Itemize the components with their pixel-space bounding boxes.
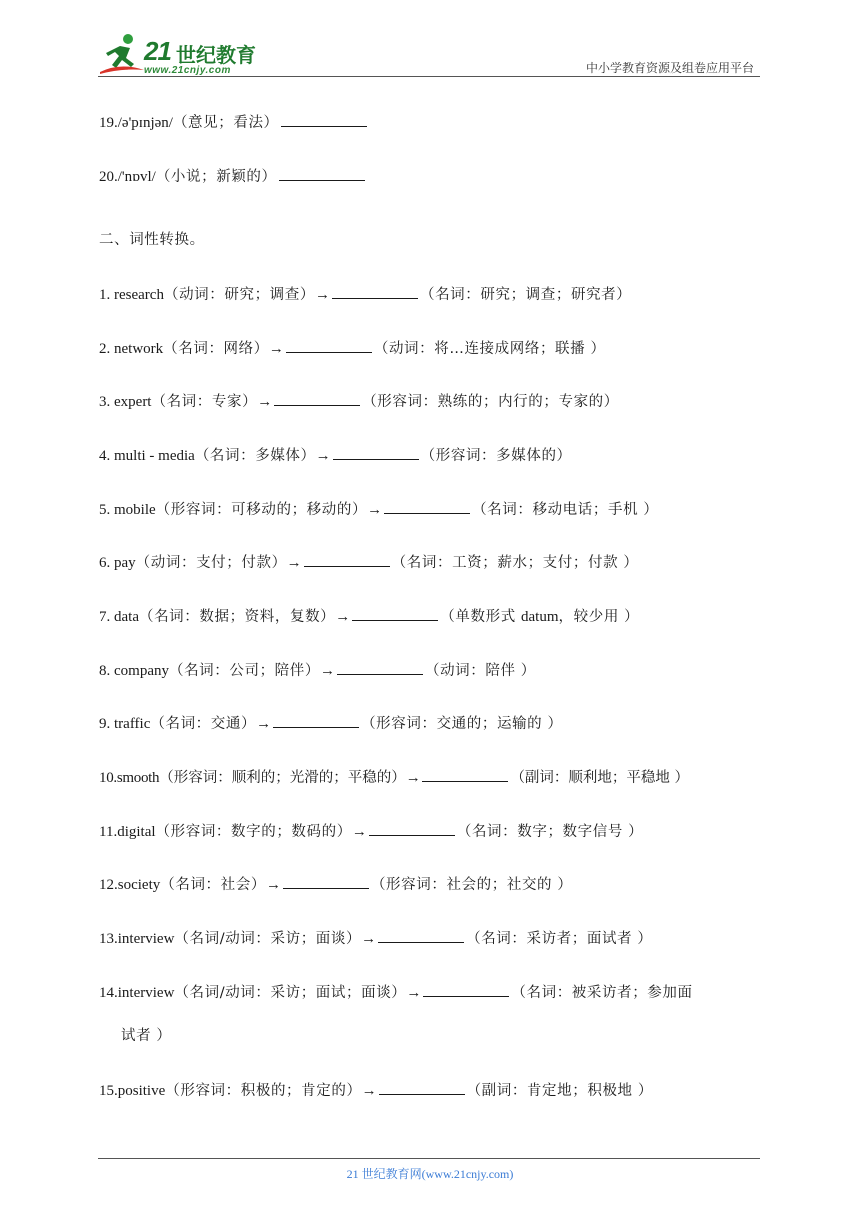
question-row xyxy=(99,552,638,573)
question-number: 10. xyxy=(99,770,117,786)
word: company xyxy=(114,663,169,679)
question-number: 11. xyxy=(99,824,118,840)
target-form: （形容词：社会的；社交的 ） xyxy=(370,877,573,893)
question-number: 8. xyxy=(99,663,111,679)
given-form: （名词：网络） xyxy=(163,341,269,357)
question-number: 4. xyxy=(99,448,111,464)
question-row xyxy=(99,391,619,412)
answer-blank[interactable] xyxy=(337,660,423,675)
word: positive xyxy=(117,1083,166,1099)
answer-blank[interactable] xyxy=(333,445,419,460)
word: data xyxy=(114,609,139,625)
target-form: （动词：将…连接成网络；联播 ） xyxy=(373,341,606,357)
question-row xyxy=(99,874,572,895)
given-form: （动词：研究；调查） xyxy=(163,287,315,303)
answer-blank[interactable] xyxy=(281,112,367,127)
given-form: （形容词：积极的；肯定的） xyxy=(165,1083,362,1099)
given-form: （形容词：顺利的；光滑的；平稳的） xyxy=(159,770,406,786)
question-row xyxy=(99,284,631,305)
question-row xyxy=(99,445,572,466)
question-row xyxy=(99,499,659,520)
logo-text: 世纪教育 xyxy=(176,43,256,67)
word: interview xyxy=(117,931,175,947)
answer-blank[interactable] xyxy=(369,821,455,836)
arrow: → xyxy=(314,287,330,303)
page-header xyxy=(98,32,760,78)
question-row xyxy=(99,338,606,359)
logo-url: www.21cnjy.com xyxy=(144,65,231,76)
question-number: 1. xyxy=(99,287,111,303)
question-row xyxy=(99,112,369,133)
phonetic: /ə'pɪnjən/ xyxy=(117,115,173,131)
question-row xyxy=(99,767,689,788)
arrow: → xyxy=(268,341,284,357)
question-number: 5. xyxy=(99,502,111,518)
question-number: 20. xyxy=(99,169,118,185)
target-word: datum xyxy=(521,609,559,625)
answer-blank[interactable] xyxy=(332,284,418,299)
target-form: （名词：研究；调查；研究者） xyxy=(419,287,632,303)
answer-blank[interactable] xyxy=(273,713,359,728)
section-title: 二、词性转换。 xyxy=(99,232,205,248)
word: network xyxy=(114,341,164,357)
word: expert xyxy=(114,394,152,410)
question-number: 12. xyxy=(99,877,118,893)
arrow: → xyxy=(361,1083,377,1099)
header-divider xyxy=(98,76,760,77)
question-row xyxy=(99,1080,653,1101)
target-form: （名词：工资；薪水；支付；付款 ） xyxy=(391,555,639,571)
arrow: → xyxy=(361,931,377,947)
target-form-prefix: （单数形式 xyxy=(440,609,522,625)
answer-blank[interactable] xyxy=(304,552,390,567)
answer-blank[interactable] xyxy=(384,499,470,514)
answer-blank[interactable] xyxy=(423,982,509,997)
target-form: （形容词：熟练的；内行的；专家的） xyxy=(362,394,619,410)
answer-blank[interactable] xyxy=(352,606,438,621)
given-form: （形容词：可移动的；移动的） xyxy=(155,502,368,518)
answer-blank[interactable] xyxy=(422,767,508,782)
given-form: （名词：专家） xyxy=(151,394,258,410)
answer-blank[interactable] xyxy=(279,166,365,181)
header-tagline: 中小学教育资源及组卷应用平台 xyxy=(585,61,754,75)
target-form: （形容词：交通的；运输的 ） xyxy=(361,716,563,732)
answer-blank[interactable] xyxy=(283,874,369,889)
word: multi - media xyxy=(114,448,195,464)
phonetic: /'nɒvl/ xyxy=(117,169,156,185)
word: mobile xyxy=(114,502,156,518)
question-row xyxy=(99,821,643,842)
question-row xyxy=(99,713,563,734)
arrow: → xyxy=(286,555,302,571)
arrow: → xyxy=(351,824,367,840)
answer-blank[interactable] xyxy=(379,1080,465,1095)
word: pay xyxy=(114,555,136,571)
meaning: （意见；看法） xyxy=(172,115,279,131)
given-form: （动词：支付；付款） xyxy=(135,555,287,571)
target-form-continued: 试者 ） xyxy=(121,1028,172,1044)
word: research xyxy=(114,287,164,303)
meaning: （小说；新颖的） xyxy=(155,169,277,185)
target-form: （名词：被采访者；参加面 xyxy=(511,985,693,1001)
logo-number: 21 xyxy=(144,36,171,66)
question-number: 15. xyxy=(99,1083,118,1099)
runner-icon xyxy=(98,32,148,78)
given-form: （名词：数据；资料，复数） xyxy=(138,609,336,625)
word: traffic xyxy=(114,716,151,732)
arrow: → xyxy=(256,716,272,732)
target-form: （副词：肯定地；积极地 ） xyxy=(466,1083,653,1099)
answer-blank[interactable] xyxy=(286,338,372,353)
question-number: 9. xyxy=(99,716,111,732)
question-row xyxy=(99,982,693,1003)
given-form: （名词/动词：采访；面谈） xyxy=(174,931,362,947)
question-number: 7. xyxy=(99,609,111,625)
word: interview xyxy=(117,985,175,1001)
target-form: （动词：陪伴 ） xyxy=(424,663,536,679)
question-row xyxy=(99,660,536,681)
arrow: → xyxy=(257,394,273,410)
question-number: 2. xyxy=(99,341,111,357)
footer-divider xyxy=(98,1158,760,1159)
arrow: → xyxy=(406,985,422,1001)
arrow: → xyxy=(319,663,335,679)
question-row xyxy=(99,166,367,187)
site-logo[interactable] xyxy=(98,32,268,78)
arrow: → xyxy=(367,502,383,518)
target-form: （名词：移动电话；手机 ） xyxy=(472,502,659,518)
question-number: 13. xyxy=(99,931,118,947)
arrow: → xyxy=(315,448,331,464)
arrow: → xyxy=(265,877,281,893)
given-form: （形容词：数字的；数码的） xyxy=(155,824,352,840)
question-row-continuation xyxy=(121,1026,172,1046)
word: smooth xyxy=(116,770,160,786)
question-row xyxy=(99,928,653,949)
given-form: （名词：交通） xyxy=(150,716,257,732)
arrow: → xyxy=(405,770,421,786)
given-form: （名词：多媒体） xyxy=(194,448,316,464)
target-form: （名词：采访者；面试者 ） xyxy=(466,931,653,947)
footer-link[interactable]: 21 世纪教育网(www.21cnjy.com) xyxy=(346,1167,514,1181)
answer-blank[interactable] xyxy=(274,391,360,406)
arrow: → xyxy=(335,609,351,625)
question-number: 3. xyxy=(99,394,111,410)
answer-blank[interactable] xyxy=(378,928,464,943)
given-form: （名词：社会） xyxy=(160,877,266,893)
word: society xyxy=(117,877,161,893)
target-form: （形容词：多媒体的） xyxy=(420,448,572,464)
question-number: 14. xyxy=(99,985,118,1001)
question-number: 6. xyxy=(99,555,111,571)
target-form-suffix: ，较少用 ） xyxy=(558,609,640,625)
question-number: 19. xyxy=(99,115,118,131)
question-row xyxy=(99,606,639,627)
word: digital xyxy=(117,824,156,840)
given-form: （名词：公司；陪伴） xyxy=(168,663,320,679)
target-form: （名词：数字；数字信号 ） xyxy=(456,824,644,840)
given-form: （名词/动词：采访；面试；面谈） xyxy=(174,985,407,1001)
target-form: （副词：顺利地；平稳地 ） xyxy=(510,770,690,786)
